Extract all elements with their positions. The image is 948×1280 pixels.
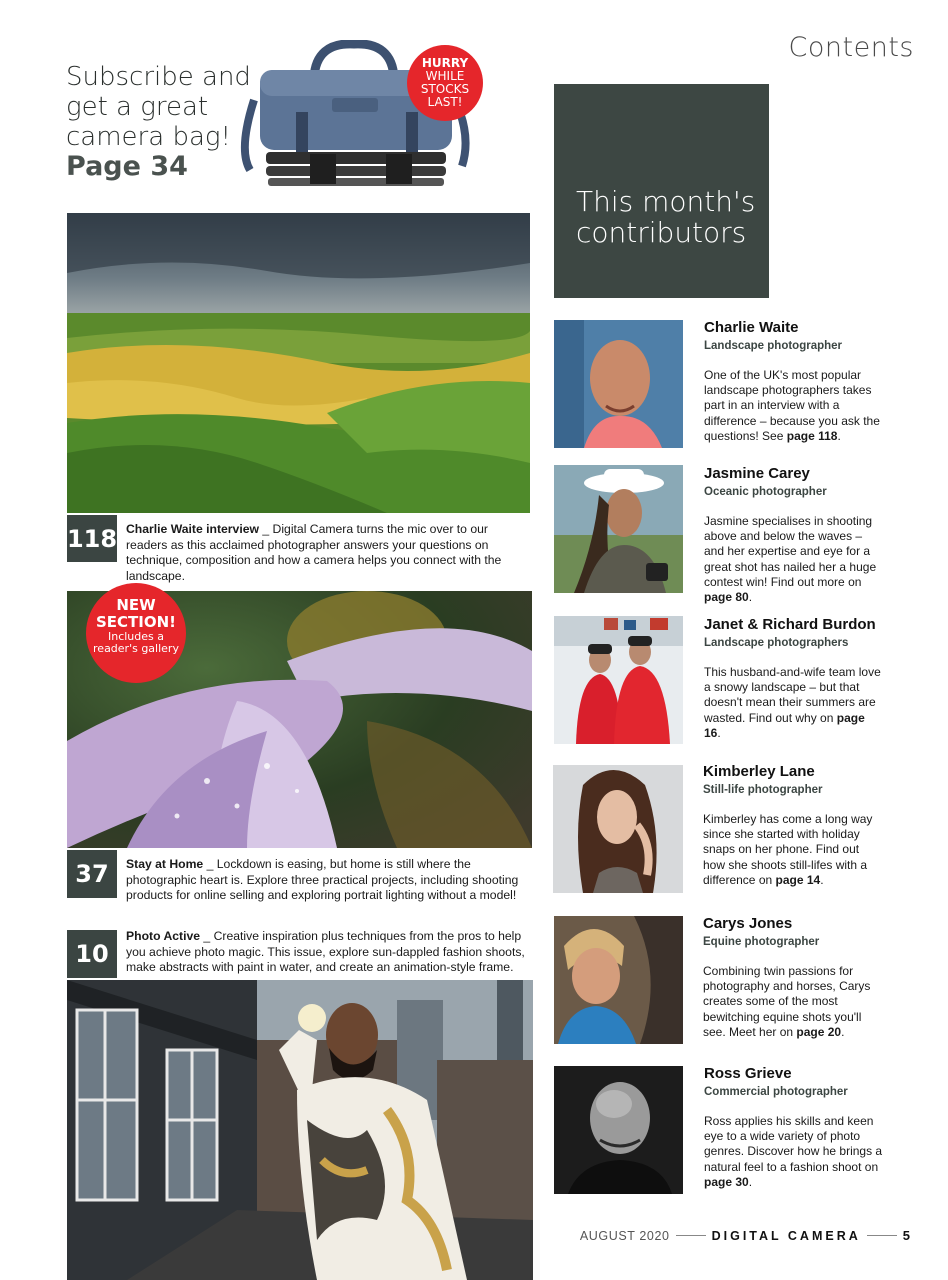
feature-title[interactable]: Stay at Home (126, 857, 204, 871)
contributor-card (703, 915, 883, 1040)
page-footer (580, 1228, 910, 1243)
contributor-bio-end: . (748, 1174, 753, 1189)
feature-separator: _ (200, 929, 214, 943)
contributor-bio-end: . (841, 1024, 845, 1039)
contributor-bio-text: One of the UK's most popular landscape photographers takes part in an interview with a difference – because you ask the questions! See (704, 368, 880, 443)
contributor-bio (704, 1114, 884, 1190)
subscribe-page-ref[interactable]: Page 34 (66, 151, 188, 182)
contributor-bio-text: Kimberley has come a long way since she started with holiday snaps on her phone. Find out how she shoots still-lifes with a difference on (703, 812, 873, 887)
footer-divider (867, 1235, 897, 1236)
feature-title[interactable]: Photo Active (126, 929, 201, 943)
contributor-card (704, 1065, 884, 1190)
contributor-name[interactable]: Jasmine Carey (704, 465, 810, 482)
contributor-bio-text: Combining twin passions for photography and horses, Carys creates some of the most bewitching equine shots you'll see. Meet her on (703, 964, 871, 1039)
fashion-photo[interactable] (67, 980, 533, 1280)
hurry-badge-line2: WHILE STOCKS LAST! (420, 69, 470, 109)
contributor-page-link[interactable]: page 30 (704, 1174, 749, 1189)
contributor-portrait[interactable] (554, 465, 683, 593)
contributor-role: Landscape photographer (704, 340, 843, 352)
contributor-bio-text: Jasmine specialises in shooting above and below the waves – and her expertise and eye for a great shot has nailed her a huge contest win! Find out more on (704, 514, 877, 589)
section-title: Contents (788, 32, 914, 63)
contributor-portrait[interactable] (554, 320, 683, 448)
hurry-badge-line1: HURRY (421, 56, 469, 70)
contributor-bio-end: . (820, 872, 824, 887)
contributor-bio (704, 665, 884, 741)
contributor-role: Oceanic photographer (704, 486, 827, 498)
feature-text: Lockdown is easing, but home is still where the photographic heart is. Explore three practical projects, including shooting products for online selling and exploring portrait lighting without a model! (126, 857, 519, 902)
contributor-card (703, 763, 883, 888)
contributor-page-link[interactable]: page 16 (704, 710, 865, 740)
contributor-page-link[interactable]: page 118 (786, 428, 838, 443)
new-section-title: NEW SECTION! (95, 596, 177, 631)
issue-date: AUGUST 2020 (579, 1228, 670, 1243)
contributor-role: Landscape photographers (704, 637, 849, 649)
contributor-name[interactable]: Carys Jones (703, 915, 793, 932)
hurry-badge (407, 45, 483, 121)
contributor-page-link[interactable]: page 20 (796, 1024, 842, 1039)
contributor-role: Equine photographer (703, 936, 820, 948)
contributor-role: Commercial photographer (704, 1086, 848, 1098)
contributors-heading: This month's contributors (576, 185, 756, 249)
page-number: 5 (902, 1228, 910, 1243)
contributor-bio-text: Ross applies his skills and keen eye to a wide variety of photo genres. Discover how he brings a natural feel to a fashion shoot on (704, 1114, 883, 1174)
feature-separator: _ (203, 857, 217, 871)
feature-text: Digital Camera turns the mic over to our readers as this acclaimed photographer answers your questions on technique, composition and how a camera helps you connect with the landscape. (126, 522, 502, 583)
contributor-card (704, 465, 884, 605)
new-section-badge (86, 583, 186, 683)
contributor-portrait[interactable] (554, 916, 683, 1044)
contributor-bio (704, 514, 884, 605)
feature-separator: _ (258, 522, 273, 536)
contributor-bio-end: . (717, 725, 721, 740)
contributor-bio (703, 964, 883, 1040)
contributor-portrait[interactable] (553, 765, 683, 893)
contributor-bio (703, 812, 883, 888)
magazine-title: DIGITAL CAMERA (711, 1228, 861, 1243)
contributor-portrait[interactable] (554, 616, 683, 744)
feature-description (126, 857, 526, 904)
feature-text: Creative inspiration plus techniques from the pros to help you achieve photo magic. This issue, explore sun-dappled fashion shoots, make abstracts with paint in water, and create an animation-style frame. (126, 929, 525, 974)
contributor-bio-end: . (837, 428, 841, 443)
feature-description (126, 929, 526, 976)
contributor-role: Still-life photographer (703, 784, 823, 796)
contributor-page-link[interactable]: page 80 (704, 590, 749, 605)
contributor-bio-end: . (748, 590, 753, 605)
footer-divider (676, 1235, 706, 1236)
subscribe-headline[interactable]: Subscribe and get a great camera bag! (66, 62, 251, 152)
feature-title[interactable]: Charlie Waite interview (126, 522, 259, 536)
new-section-subtitle: Includes a reader's gallery (93, 630, 179, 655)
contributor-card (704, 616, 884, 741)
contributor-name[interactable]: Kimberley Lane (703, 763, 815, 780)
contributor-page-link[interactable]: page 14 (775, 872, 821, 887)
contributor-name[interactable]: Charlie Waite (704, 319, 799, 336)
feature-description (126, 522, 526, 584)
feature-page-number[interactable]: 37 (67, 850, 117, 898)
contributor-name[interactable]: Janet & Richard Burdon (704, 616, 876, 633)
contributor-card (704, 319, 884, 444)
contributor-portrait[interactable] (554, 1066, 683, 1194)
feature-page-number[interactable]: 10 (67, 930, 117, 978)
feature-page-number[interactable]: 118 (67, 515, 117, 562)
contributor-bio-text: This husband-and-wife team love a snowy landscape – but that doesn't mean their summers are wasted. Find out why on (704, 665, 881, 725)
landscape-photo[interactable] (67, 213, 530, 513)
contributors-heading-box (554, 84, 769, 298)
contributor-name[interactable]: Ross Grieve (704, 1065, 792, 1082)
contributor-bio (704, 368, 884, 444)
